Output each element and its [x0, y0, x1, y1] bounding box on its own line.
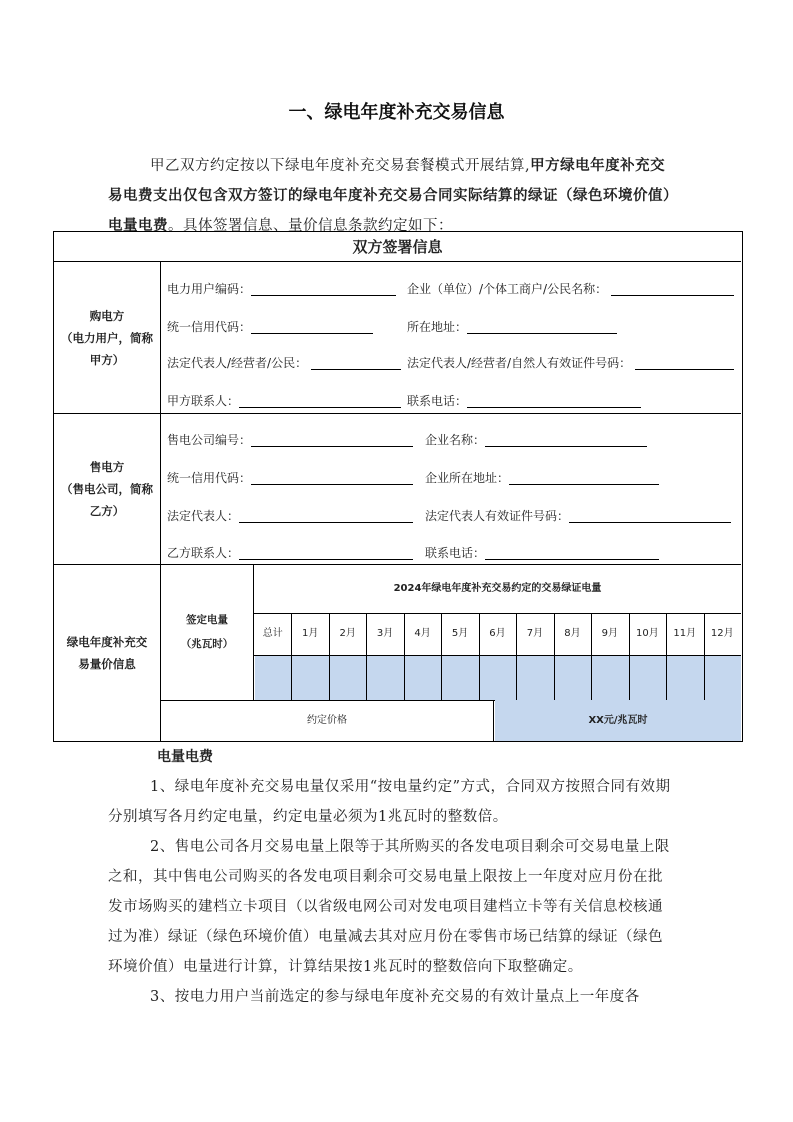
grid-line [441, 613, 442, 700]
month-header-cell: 9月 [601, 628, 619, 639]
monthly-value-cell[interactable] [555, 656, 591, 700]
monthly-value-cell[interactable] [367, 656, 403, 700]
grid-line [629, 613, 630, 700]
buyer-label [54, 262, 161, 413]
buyer-contact-label: 甲方联系人： [167, 394, 240, 408]
signed-quantity-label [161, 564, 254, 700]
month-header-cell: 4月 [414, 628, 431, 639]
monthly-value-cell[interactable] [330, 656, 366, 700]
seller-credit-code-field[interactable] [251, 484, 413, 485]
clause-2: 2、售电公司各月交易电量上限等于其所购买的各发电项目剩余可交易电量上限之和，其中售电公司购买的各发电项目剩余可交易电量上限按上一年度对应月份在批发市场购买的建档立卡项目（以省级电网公司对发电项目建档立卡等有关信息校核通过为准）绿证（绿色环境价值）电量减去其对应月份在零售市场已结算的绿证（绿色环境价值）电量进行计算，计算结果按1兆瓦时的整数倍向下取整确定。 [108, 839, 670, 975]
seller-company-code-field[interactable] [251, 446, 413, 447]
seller-label-line3: 乙方） [89, 503, 125, 518]
signed-quantity-line1: 签定电量 [186, 614, 228, 626]
buyer-address-field[interactable] [467, 333, 617, 334]
buyer-user-code-field[interactable] [251, 295, 396, 296]
grid-line [591, 613, 592, 700]
buyer-label-line1: 购电方 [89, 308, 125, 323]
month-header-cell: 总计 [262, 628, 283, 639]
seller-credit-code-label: 统一信用代码： [167, 471, 252, 485]
month-header-cell: 11月 [673, 628, 697, 639]
buyer-legal-id-field[interactable] [635, 369, 734, 370]
month-header-cell: 10月 [635, 628, 659, 639]
monthly-value-cell[interactable] [292, 656, 328, 700]
seller-legal-id-field[interactable] [569, 522, 731, 523]
buyer-legal-id-label: 法定代表人/经营者/自然人有效证件号码： [407, 356, 632, 370]
buyer-credit-code-field[interactable] [251, 333, 373, 334]
clause-1: 1、绿电年度补充交易电量仅采用“按电量约定”方式，合同双方按照合同有效期分别填写各月约定电量，约定电量必须为1兆瓦时的整数倍。 [108, 779, 671, 825]
quantity-label-line2: 易量价信息 [78, 656, 136, 671]
price-label: 约定价格 [161, 700, 494, 741]
month-header-cell: 1月 [301, 628, 319, 639]
month-header-cell: 12月 [710, 628, 734, 639]
seller-phone-field[interactable] [485, 559, 659, 560]
seller-legal-rep-field[interactable] [239, 522, 413, 523]
month-header-cell: 3月 [376, 628, 394, 639]
clause-3: 3、按电力用户当前选定的参与绿电年度补充交易的有效计量点上一年度各 [150, 989, 640, 1005]
buyer-label-line3: 甲方） [89, 352, 125, 367]
signing-info-table [53, 231, 743, 742]
seller-label [54, 413, 161, 564]
seller-address-field[interactable] [509, 484, 659, 485]
month-header-cell: 8月 [564, 628, 581, 639]
buyer-phone-field[interactable] [467, 407, 641, 408]
intro-bold-text: 甲方绿电年度补充交易电费支出仅包含双方签订的绿电年度补充交易合同实际结算的绿证（绿色环境价值）电量电费 [108, 158, 671, 234]
seller-company-name-field[interactable] [485, 446, 647, 447]
month-header-cell: 6月 [489, 628, 506, 639]
seller-contact-label: 乙方联系人： [167, 546, 240, 560]
intro-paragraph [108, 151, 676, 241]
monthly-value-cell[interactable] [405, 656, 441, 700]
page-title: 一、绿电年度补充交易信息 [288, 102, 505, 123]
price-value[interactable]: XX元/兆瓦时 [495, 700, 741, 741]
month-header-cell: 2月 [339, 628, 356, 639]
buyer-credit-code-label: 统一信用代码： [167, 320, 252, 334]
monthly-value-cell[interactable] [667, 656, 703, 700]
table-header: 双方签署信息 [54, 232, 741, 262]
seller-label-line1: 售电方 [89, 459, 125, 474]
buyer-user-code-label: 电力用户编码： [167, 282, 252, 296]
grid-line [516, 613, 517, 700]
buyer-company-name-label: 企业（单位）/个体工商户/公民名称： [407, 282, 608, 296]
buyer-company-name-field[interactable] [611, 295, 734, 296]
seller-legal-id-label: 法定代表人有效证件号码： [425, 509, 570, 523]
grid-line [666, 613, 667, 700]
intro-text-end: 。具体签署信息、量价信息条款约定如下： [168, 218, 453, 234]
signed-quantity-line2: （兆瓦时） [180, 638, 234, 650]
grid-line [479, 613, 480, 700]
quantity-label [54, 564, 161, 741]
buyer-label-line2: （电力用户，简称 [61, 330, 153, 345]
grid-line [554, 613, 555, 700]
monthly-value-cell[interactable] [517, 656, 553, 700]
grid-line [291, 613, 292, 700]
grid-line [329, 613, 330, 700]
buyer-legal-rep-label: 法定代表人/经营者/公民： [167, 356, 308, 370]
grid-line [704, 613, 705, 700]
grid-line [404, 613, 405, 700]
monthly-value-cell[interactable] [592, 656, 628, 700]
section-heading: 电量电费 [157, 749, 213, 765]
seller-company-name-label: 企业名称： [425, 433, 486, 447]
grid-title: 2024年绿电年度补充交易约定的交易绿证电量 [393, 583, 602, 594]
seller-legal-rep-label: 法定代表人： [167, 509, 240, 523]
month-header-cell: 7月 [526, 628, 544, 639]
monthly-value-cell[interactable] [705, 656, 741, 700]
monthly-value-cell[interactable] [255, 656, 291, 700]
seller-contact-field[interactable] [239, 559, 413, 560]
intro-text: 甲乙双方约定按以下绿电年度补充交易套餐模式开展结算, [150, 158, 531, 174]
seller-label-line2: （售电公司，简称 [61, 481, 153, 496]
monthly-value-cell[interactable] [442, 656, 478, 700]
monthly-value-cell[interactable] [630, 656, 666, 700]
seller-address-label: 企业所在地址： [425, 471, 510, 485]
buyer-contact-field[interactable] [239, 407, 401, 408]
quantity-label-line1: 绿电年度补充交 [66, 634, 148, 649]
monthly-value-cell[interactable] [480, 656, 516, 700]
buyer-legal-rep-field[interactable] [311, 369, 401, 370]
buyer-address-label: 所在地址： [407, 320, 468, 334]
seller-phone-label: 联系电话： [425, 546, 486, 560]
grid-line [366, 613, 367, 700]
seller-company-code-label: 售电公司编号： [167, 433, 252, 447]
month-header-cell: 5月 [451, 628, 469, 639]
buyer-phone-label: 联系电话： [407, 394, 468, 408]
